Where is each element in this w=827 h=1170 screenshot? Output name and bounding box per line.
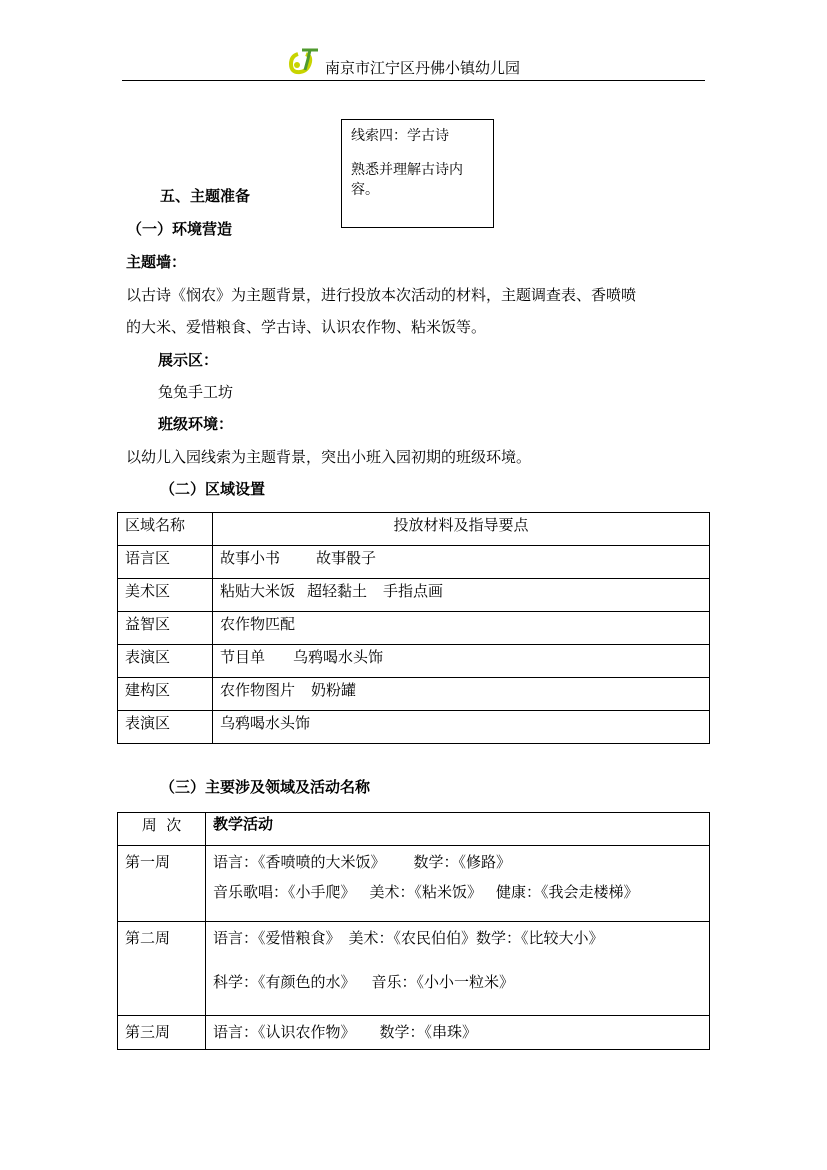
table-row [118, 645, 710, 678]
subsection-heading-environment: （一）环境营造 [127, 220, 233, 238]
activities-table [117, 812, 710, 1050]
table-row [118, 579, 710, 612]
table-header-cell: 投放材料及指导要点 [213, 513, 710, 546]
activity-line [213, 881, 709, 903]
activity-item: 数学：《修路》 [413, 853, 512, 871]
table-header-row [118, 813, 710, 846]
activity-item: 科学：《有颜色的水》 [213, 973, 356, 991]
material-item: 超轻黏土 [307, 582, 368, 600]
header-divider [122, 80, 705, 81]
area-materials-cell [213, 579, 710, 612]
theme-wall-text-line1: 以古诗《悯农》为主题背景，进行投放本次活动的材料，主题调查表、香喷喷 [126, 286, 637, 304]
material-item: 乌鸦喝水头饰 [220, 714, 311, 732]
table-header-cell: 区域名称 [118, 513, 213, 546]
area-materials-cell [213, 645, 710, 678]
clue-box-text: 熟悉并理解古诗内容。 [351, 162, 463, 198]
material-item: 奶粉罐 [311, 681, 357, 699]
material-item: 农作物图片 [220, 681, 296, 699]
table-row [118, 546, 710, 579]
week-cell: 第三周 [118, 1016, 206, 1050]
activity-item: 美术：《农民伯伯》数学：《比较大小》 [348, 929, 604, 947]
kindergarten-logo [288, 46, 322, 76]
activity-item: 音乐：《小小一粒米》 [371, 973, 515, 991]
activity-item: 数学：《串珠》 [379, 1023, 478, 1041]
activities-cell [206, 846, 710, 922]
activity-line [213, 927, 709, 971]
area-materials-cell [213, 711, 710, 744]
activity-item: 语言：《认识农作物》 [213, 1023, 356, 1041]
table-header-row [118, 513, 710, 546]
material-item: 手指点画 [383, 582, 444, 600]
table-row [118, 612, 710, 645]
activity-item: 语言：《香喷喷的大米饭》 [213, 853, 386, 871]
area-name-cell: 建构区 [118, 678, 213, 711]
material-item: 乌鸦喝水头饰 [293, 648, 384, 666]
class-environment-label: 班级环境： [158, 415, 234, 433]
subsection-heading-activities: （三）主要涉及领域及活动名称 [160, 778, 371, 796]
table-row [118, 711, 710, 744]
table-row [118, 922, 710, 1016]
area-name-cell: 语言区 [118, 546, 213, 579]
class-environment-text: 以幼儿入园线索为主题背景，突出小班入园初期的班级环境。 [126, 448, 532, 466]
material-item: 故事骰子 [316, 549, 377, 567]
area-name-cell: 益智区 [118, 612, 213, 645]
activity-line [213, 851, 709, 881]
table-header-cell: 教学活动 [206, 813, 710, 846]
activity-item: 音乐歌唱：《小手爬》 [213, 883, 356, 901]
subsection-heading-areas: （二）区域设置 [160, 480, 266, 498]
material-item: 农作物匹配 [220, 615, 296, 633]
material-item: 故事小书 [220, 549, 281, 567]
display-area-label: 展示区： [158, 351, 219, 369]
area-name-cell: 美术区 [118, 579, 213, 612]
area-materials-cell [213, 678, 710, 711]
clue-box-title: 线索四：学古诗 [351, 128, 449, 144]
week-cell: 第一周 [118, 846, 206, 922]
area-materials-cell [213, 546, 710, 579]
activity-item: 健康：《我会走楼梯》 [496, 883, 639, 901]
display-area-text: 兔兔手工坊 [158, 383, 234, 401]
material-item: 粘贴大米饭 [220, 582, 296, 600]
activities-cell [206, 922, 710, 1016]
table-header-cell: 周 次 [118, 813, 206, 846]
theme-wall-text-line2: 的大米、爱惜粮食、学古诗、认识农作物、粘米饭等。 [126, 318, 487, 336]
theme-wall-label: 主题墙： [126, 253, 187, 271]
table-row [118, 1016, 710, 1050]
material-item: 节目单 [220, 648, 266, 666]
activity-line [213, 971, 709, 993]
header-school-name: 南京市江宁区丹佛小镇幼儿园 [325, 59, 521, 77]
area-settings-table [117, 512, 710, 744]
table-row [118, 846, 710, 922]
section-heading-preparation: 五、主题准备 [160, 187, 251, 205]
table-row [118, 678, 710, 711]
week-cell: 第二周 [118, 922, 206, 1016]
area-name-cell: 表演区 [118, 645, 213, 678]
area-name-cell: 表演区 [118, 711, 213, 744]
activity-item: 语言：《爱惜粮食》 [213, 929, 341, 947]
area-materials-cell [213, 612, 710, 645]
activities-cell [206, 1016, 710, 1050]
activity-item: 美术：《粘米饭》 [369, 883, 483, 901]
